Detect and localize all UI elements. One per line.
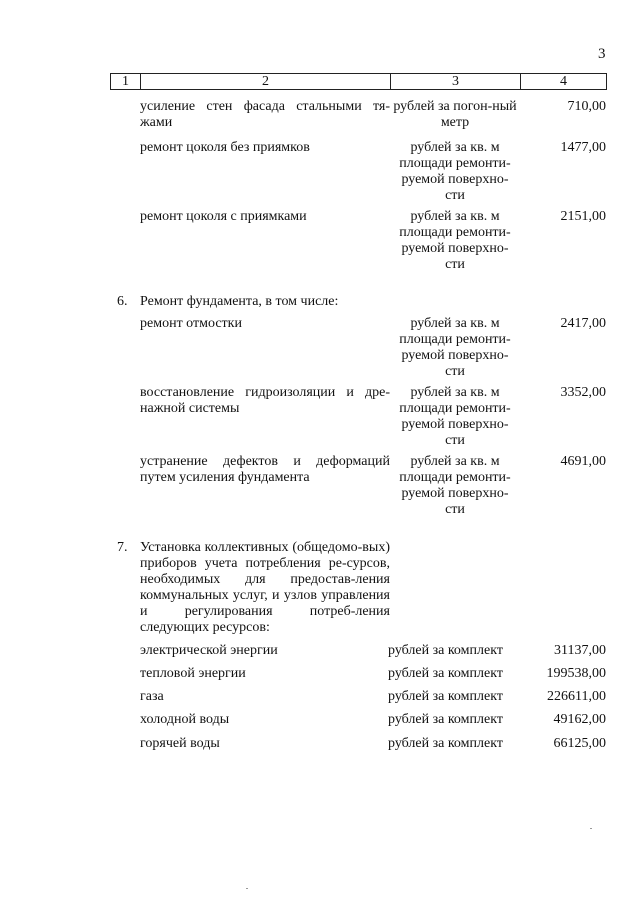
row-unit: рублей за кв. м площади ремонти-руемой поверхно-сти <box>399 454 511 517</box>
section-number: 6. <box>117 294 128 309</box>
row-description: восстановление гидроизоляции и дре-нажной системы <box>140 385 390 416</box>
row-description: тепловой энергии <box>140 666 246 681</box>
row-description: усиление стен фасада стальными тя-жами <box>140 99 390 130</box>
row-price: 31137,00 <box>554 643 606 658</box>
row-unit: рублей за комплект <box>388 736 503 751</box>
row-unit: рублей за кв. м площади ремонти-руемой поверхно-сти <box>399 209 511 272</box>
row-price: 710,00 <box>567 99 606 114</box>
row-description: ремонт цоколя с приямками <box>140 209 307 224</box>
row-unit: рублей за комплект <box>388 666 503 681</box>
row-price: 66125,00 <box>553 736 606 751</box>
page-number: 3 <box>598 46 606 62</box>
row-description: устранение дефектов и деформаций путем усиления фундамента <box>140 454 390 485</box>
row-price: 4691,00 <box>560 454 606 469</box>
row-description: горячей воды <box>140 736 220 751</box>
header-cell-3: 3 <box>390 73 521 90</box>
row-unit: рублей за комплект <box>388 712 503 727</box>
row-price: 49162,00 <box>553 712 606 727</box>
row-description: газа <box>140 689 164 704</box>
row-description: ремонт отмостки <box>140 316 242 331</box>
row-price: 2151,00 <box>560 209 606 224</box>
header-cell-1: 1 <box>110 73 141 90</box>
row-unit: рублей за кв. м площади ремонти-руемой поверхно-сти <box>399 140 511 203</box>
row-price: 199538,00 <box>546 666 606 681</box>
header-cell-2: 2 <box>140 73 391 90</box>
row-description: электрической энергии <box>140 643 278 658</box>
row-unit: рублей за кв. м площади ремонти-руемой поверхно-сти <box>399 385 511 448</box>
section-title: Ремонт фундамента, в том числе: <box>140 294 339 309</box>
scan-speck <box>246 888 248 889</box>
row-price: 3352,00 <box>560 385 606 400</box>
row-description: ремонт цоколя без приямков <box>140 140 310 155</box>
header-cell-4: 4 <box>520 73 607 90</box>
scan-speck <box>590 828 592 829</box>
row-price: 226611,00 <box>547 689 606 704</box>
row-description: холодной воды <box>140 712 230 727</box>
section-title: Установка коллективных (общедомо-вых) приборов учета потребления ре-сурсов, необходимых для предостав-ления коммунальных услуг, и узлов управления и регулирования потреб-ления следующих ресурсов: <box>140 540 390 635</box>
row-price: 2417,00 <box>560 316 606 331</box>
row-price: 1477,00 <box>560 140 606 155</box>
row-unit: рублей за комплект <box>388 643 503 658</box>
section-number: 7. <box>117 540 128 555</box>
row-unit: рублей за кв. м площади ремонти-руемой поверхно-сти <box>399 316 511 379</box>
row-unit: рублей за комплект <box>388 689 503 704</box>
row-unit: рублей за погон-ный метр <box>393 99 517 130</box>
